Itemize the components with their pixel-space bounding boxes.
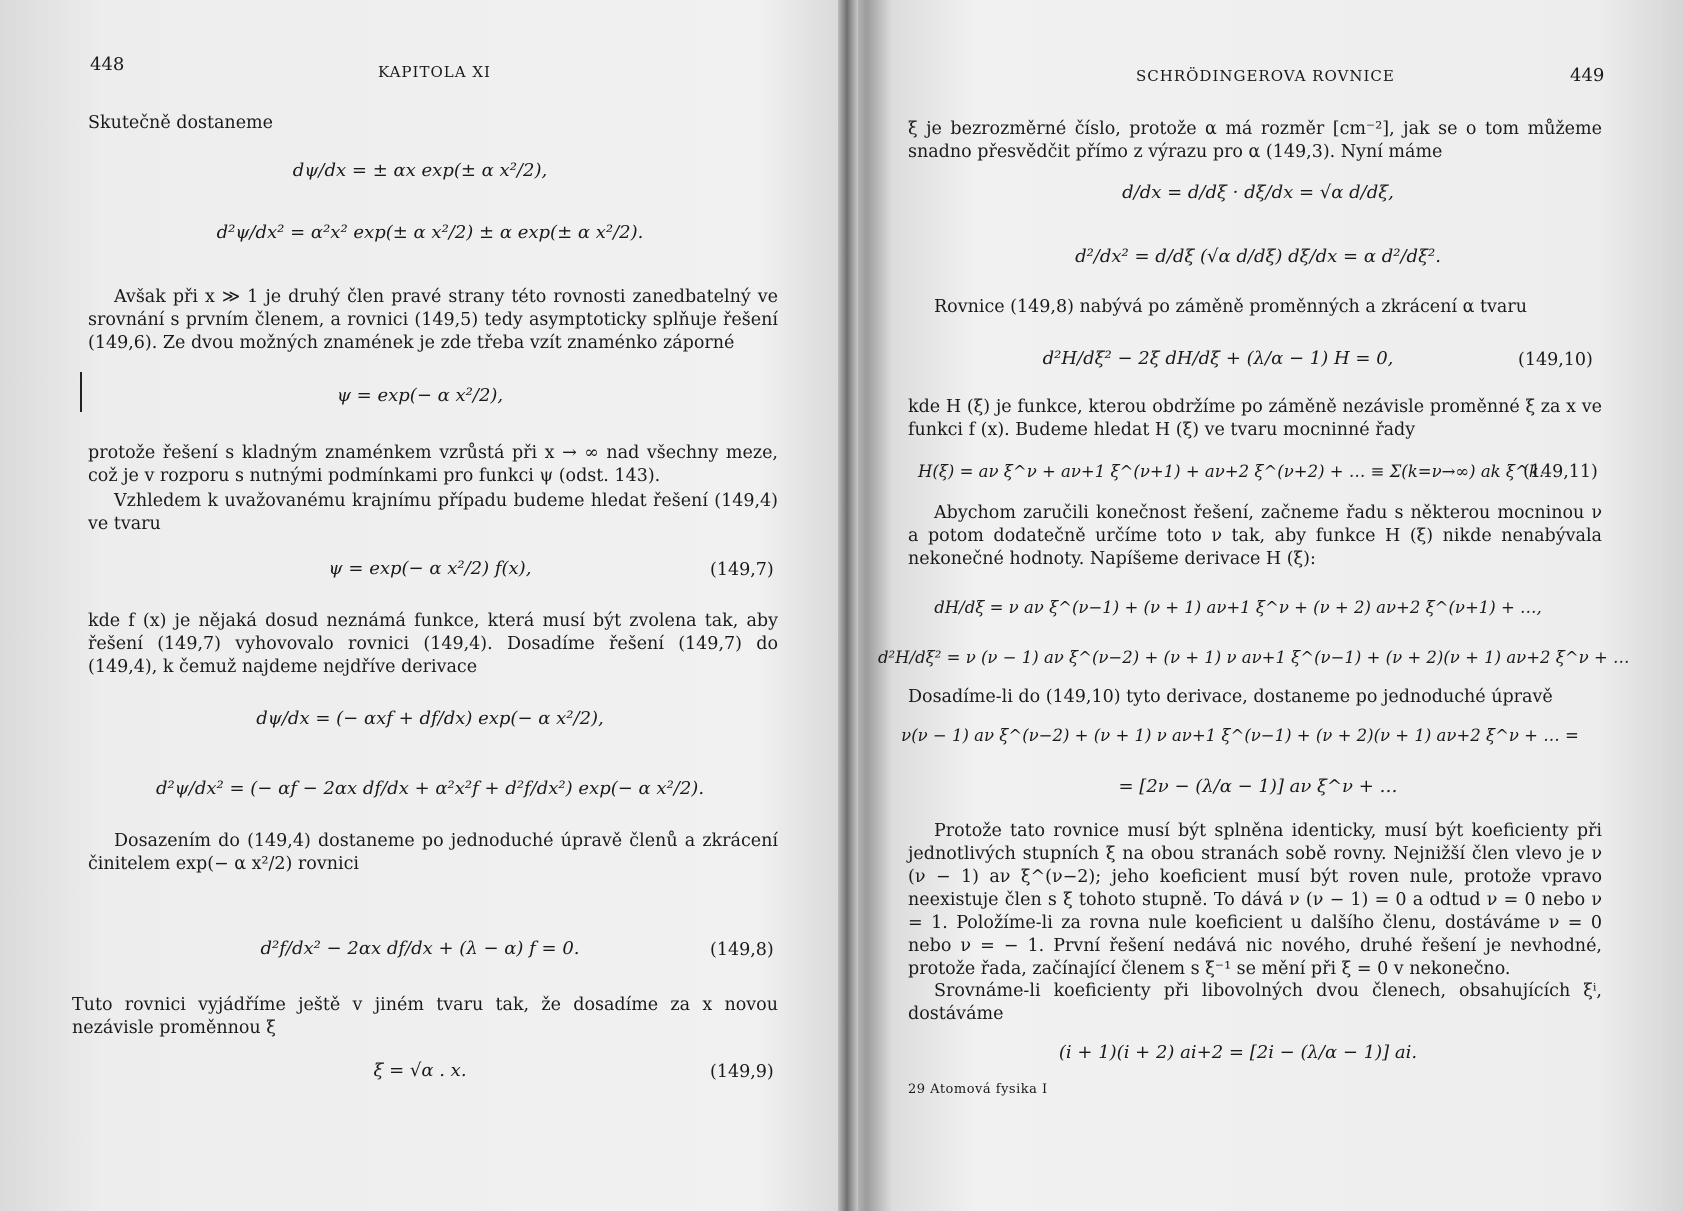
left-eq-a: dψ/dx = ± αx exp(± α x²/2), xyxy=(292,160,548,181)
right-para-3: kde H (ξ) je funkce, kterou obdržíme po záměně nezávisle proměnné ξ za x ve funkci f (x). Budeme hledat H (ξ) ve tvaru mocninné řady xyxy=(908,397,1602,440)
left-eq-h: ξ = √α . x. xyxy=(373,1060,467,1081)
left-running-head: KAPITOLA XI xyxy=(378,63,491,81)
left-eq-g: d²f/dx² − 2αx df/dx + (λ − α) f = 0. xyxy=(260,938,580,959)
right-eq-c: d²H/dξ² − 2ξ dH/dξ + (λ/α − 1) H = 0, xyxy=(1042,348,1394,369)
book-gutter xyxy=(838,0,858,1211)
left-eq-g-number: (149,8) xyxy=(710,940,774,960)
right-para-6: Protože tato rovnice musí být splněna identicky, musí být koeficienty při jednotlivých stupních ξ na obou stranách sobě rovny. Nejnižší člen vlevo je ν (ν − 1) aν ξ^(ν−2); jeho koeficient musí být roven nule, protože vpravo neexistuje člen s ξ tohoto stupně. To dává ν (ν − 1) = 0 a odtud ν = 0 nebo ν = 1. Položíme-li za rovna nule koeficient u dalšího členu, dostáváme ν = 0 nebo ν = − 1. První řešení nedává nic nového, druhé řešení je nevhodné, protože řada, začínající členem s ξ⁻¹ se mění při ξ = 0 v nekonečno. xyxy=(908,821,1602,979)
left-para-2: Avšak při x ≫ 1 je druhý člen pravé strany této rovnosti zanedbatelný ve srovnání s prvním členem, a rovnici (149,5) tedy asymptoticky splňuje řešení (149,6). Ze dvou možných znamének je zde třeba vzít znaménko záporné xyxy=(88,287,778,353)
right-eq-h: = [2ν − (λ/α − 1)] aν ξ^ν + … xyxy=(1118,776,1398,797)
left-eq-e: dψ/dx = (− αxf + df/dx) exp(− α x²/2), xyxy=(256,708,604,729)
left-para-3: protože řešení s kladným znaménkem vzrůstá při x → ∞ nad všechny meze, což je v rozporu s nutnými podmínkami pro funkci ψ (odst. 143). xyxy=(88,443,778,486)
right-page-number: 449 xyxy=(1570,65,1605,86)
left-eq-c: ψ = exp(− α x²/2), xyxy=(336,385,504,406)
right-para-7: Srovnáme-li koeficienty při libovolných dvou členech, obsahujících ξⁱ, dostáváme xyxy=(908,981,1602,1024)
right-page xyxy=(858,0,1683,1211)
right-eq-f: d²H/dξ² = ν (ν − 1) aν ξ^(ν−2) + (ν + 1) ν aν+1 ξ^(ν−1) + (ν + 2)(ν + 1) aν+2 ξ^ν + … xyxy=(878,648,1630,667)
right-eq-b: d²/dx² = d/dξ (√α d/dξ) dξ/dx = α d²/dξ². xyxy=(1075,246,1441,267)
right-eq-g: ν(ν − 1) aν ξ^(ν−2) + (ν + 1) ν aν+1 ξ^(ν−1) + (ν + 2)(ν + 1) aν+2 ξ^ν + … = xyxy=(901,726,1579,745)
right-para-1: ξ je bezrozměrné číslo, protože α má rozměr [cm⁻²], jak se o tom můžeme snadno přesvědčit přímo z výrazu pro α (149,3). Nyní máme xyxy=(908,119,1602,162)
left-para-4: Vzhledem k uvažovanému krajnímu případu budeme hledat řešení (149,4) ve tvaru xyxy=(88,491,778,534)
right-eq-a: d/dx = d/dξ · dξ/dx = √α d/dξ, xyxy=(1122,182,1394,203)
right-eq-d: H(ξ) = aν ξ^ν + aν+1 ξ^(ν+1) + aν+2 ξ^(ν+2) + … ≡ Σ(k=ν→∞) ak ξ^k. xyxy=(918,462,1545,481)
right-running-head: SCHRÖDINGEROVA ROVNICE xyxy=(1136,67,1395,85)
margin-mark xyxy=(80,372,82,412)
left-eq-h-number: (149,9) xyxy=(710,1062,774,1082)
left-page xyxy=(0,0,838,1211)
right-eq-d-number: (149,11) xyxy=(1523,462,1598,482)
right-para-4: Abychom zaručili konečnost řešení, začneme řadu s některou mocninou ν a potom dodatečně určíme toto ν tak, aby funkce H (ξ) nikde nenabývala nekonečné hodnoty. Napíšeme derivace H (ξ): xyxy=(908,503,1602,569)
left-eq-f: d²ψ/dx² = (− αf − 2αx df/dx + α²x²f + d²f/dx²) exp(− α x²/2). xyxy=(155,778,705,799)
right-eq-e: dH/dξ = ν aν ξ^(ν−1) + (ν + 1) aν+1 ξ^ν + (ν + 2) aν+2 ξ^(ν+1) + …, xyxy=(934,598,1542,617)
left-page-number: 448 xyxy=(90,54,125,75)
right-eq-c-number: (149,10) xyxy=(1518,350,1593,370)
left-eq-b: d²ψ/dx² = α²x² exp(± α x²/2) ± α exp(± α x²/2). xyxy=(216,222,644,243)
left-para-1: Skutečně dostaneme xyxy=(88,113,274,133)
left-para-7: Tuto rovnici vyjádříme ještě v jiném tvaru tak, že dosadíme za x novou nezávisle proměnnou ξ xyxy=(72,995,778,1038)
right-para-2: Rovnice (149,8) nabývá po záměně proměnných a zkrácení α tvaru xyxy=(934,297,1527,317)
left-eq-d: ψ = exp(− α x²/2) f(x), xyxy=(328,558,532,579)
left-eq-d-number: (149,7) xyxy=(710,560,774,580)
right-eq-i: (i + 1)(i + 2) ai+2 = [2i − (λ/α − 1)] ai. xyxy=(1058,1042,1418,1063)
left-para-6: Dosazením do (149,4) dostaneme po jednoduché úpravě členů a zkrácení činitelem exp(− α x²/2) rovnici xyxy=(88,831,778,874)
left-para-5: kde f (x) je nějaká dosud neznámá funkce, která musí být zvolena tak, aby řešení (149,7) vyhovovalo rovnici (149,4). Dosadíme řešení (149,7) do (149,4), k čemuž najdeme nejdříve derivace xyxy=(88,611,778,677)
right-footer-signature: 29 Atomová fysika I xyxy=(908,1082,1048,1097)
right-para-5: Dosadíme-li do (149,10) tyto derivace, dostaneme po jednoduché úpravě xyxy=(908,687,1553,707)
